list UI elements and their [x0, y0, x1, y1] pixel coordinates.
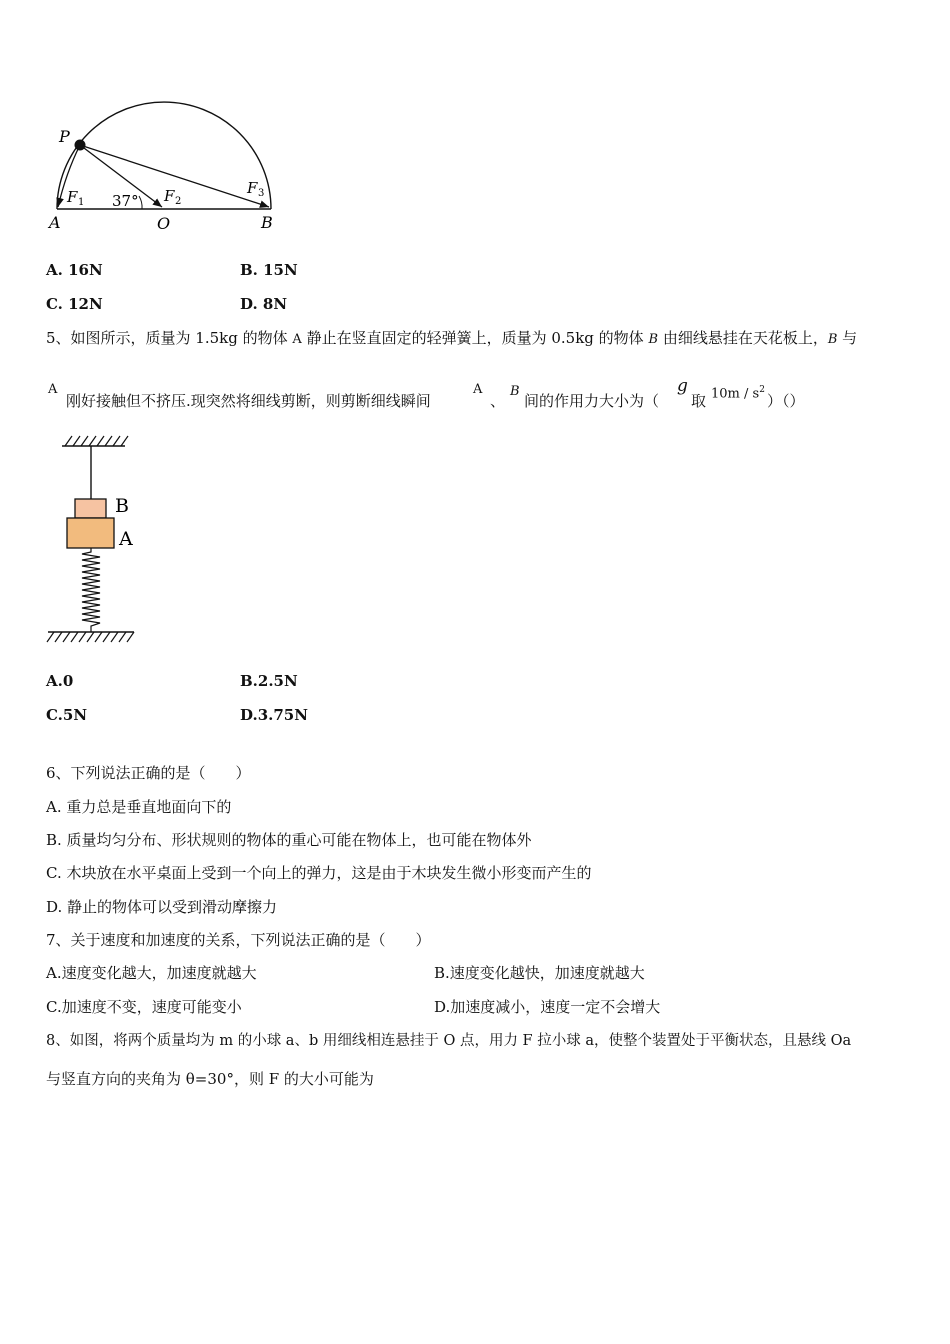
q7-option-c: C.加速度不变，速度可能变小: [46, 998, 242, 1016]
label-block-a: A: [119, 528, 133, 550]
label-block-b: B: [115, 495, 129, 517]
q7-stem: 7、关于速度和加速度的关系，下列说法正确的是（ ）: [46, 931, 431, 949]
q5-g: g: [677, 376, 688, 396]
label-p: P: [59, 127, 70, 146]
label-o: O: [157, 214, 171, 233]
q8-stem-line2: 与竖直方向的夹角为 θ=30°，则 F 的大小可能为: [46, 1070, 374, 1088]
q4-option-c: C. 12N: [46, 295, 103, 313]
q5-var-a2: A: [473, 382, 483, 397]
q7-option-d: D.加速度减小，速度一定不会增大: [434, 998, 661, 1016]
label-f1-sub: 1: [78, 197, 85, 208]
label-b: B: [261, 213, 273, 232]
q5-option-c: C.5N: [46, 706, 88, 724]
q5-sep: 、: [490, 392, 506, 410]
block-a: [67, 518, 114, 548]
q5-var-b: B: [510, 384, 520, 399]
q4-option-d: D. 8N: [240, 295, 288, 313]
q5-option-b: B.2.5N: [240, 672, 298, 690]
q6-option-d: D. 静止的物体可以受到滑动摩擦力: [46, 898, 278, 916]
q5-stem-line1: 5、如图所示，质量为 1.5kg 的物体 A 静止在竖直固定的轻弹簧上，质量为 0.5kg 的物体 B 由细线悬挂在天花板上，B 与: [46, 329, 858, 347]
q6-stem: 6、下列说法正确的是（ ）: [46, 764, 251, 782]
q5-var-a1: A: [48, 382, 58, 397]
q6-option-a: A. 重力总是垂直地面向下的: [46, 798, 232, 816]
force-semicircle-diagram: [40, 95, 290, 240]
q6-option-b: B. 质量均匀分布、形状规则的物体的重心可能在物体上，也可能在物体外: [46, 831, 532, 849]
q7-option-b: B.速度变化越快，加速度就越大: [434, 964, 645, 982]
point-p: [75, 140, 86, 151]
spring-coil: [82, 548, 100, 632]
q5-qu: 取: [691, 392, 707, 410]
label-f3-sub: 3: [258, 188, 265, 199]
q5-stem-line2b: 间的作用力大小为（: [524, 392, 660, 410]
label-angle: 37°: [112, 192, 139, 210]
angle-arc: [139, 196, 142, 209]
ceiling-hatch: [65, 436, 128, 446]
label-f3: F: [247, 179, 258, 197]
spring-block-diagram: [40, 430, 150, 650]
floor-hatch: [47, 632, 134, 642]
q5-stem-end: ）（）: [767, 392, 805, 410]
q6-option-c: C. 木块放在水平桌面上受到一个向上的弹力，这是由于木块发生微小形变而产生的: [46, 864, 592, 882]
q5-option-a: A.0: [46, 672, 74, 690]
q5-option-d: D.3.75N: [240, 706, 308, 724]
q4-option-a: A. 16N: [46, 261, 103, 279]
q5-stem-line2: 刚好接触但不挤压.现突然将细线剪断，则剪断细线瞬间: [66, 392, 431, 410]
block-b: [75, 499, 106, 518]
q7-option-a: A.速度变化越大，加速度就越大: [46, 964, 257, 982]
label-a: A: [49, 213, 61, 232]
label-f1: F: [67, 188, 78, 206]
q5-g-value: $10m / s^2$: [711, 385, 765, 402]
q4-option-b: B. 15N: [240, 261, 298, 279]
label-f2: F: [164, 187, 175, 205]
label-f2-sub: 2: [175, 196, 182, 207]
q8-stem-line1: 8、如图，将两个质量均为 m 的小球 a、b 用细线相连悬挂于 O 点，用力 F 拉小球 a，使整个装置处于平衡状态，且悬线 Oa: [46, 1033, 852, 1049]
